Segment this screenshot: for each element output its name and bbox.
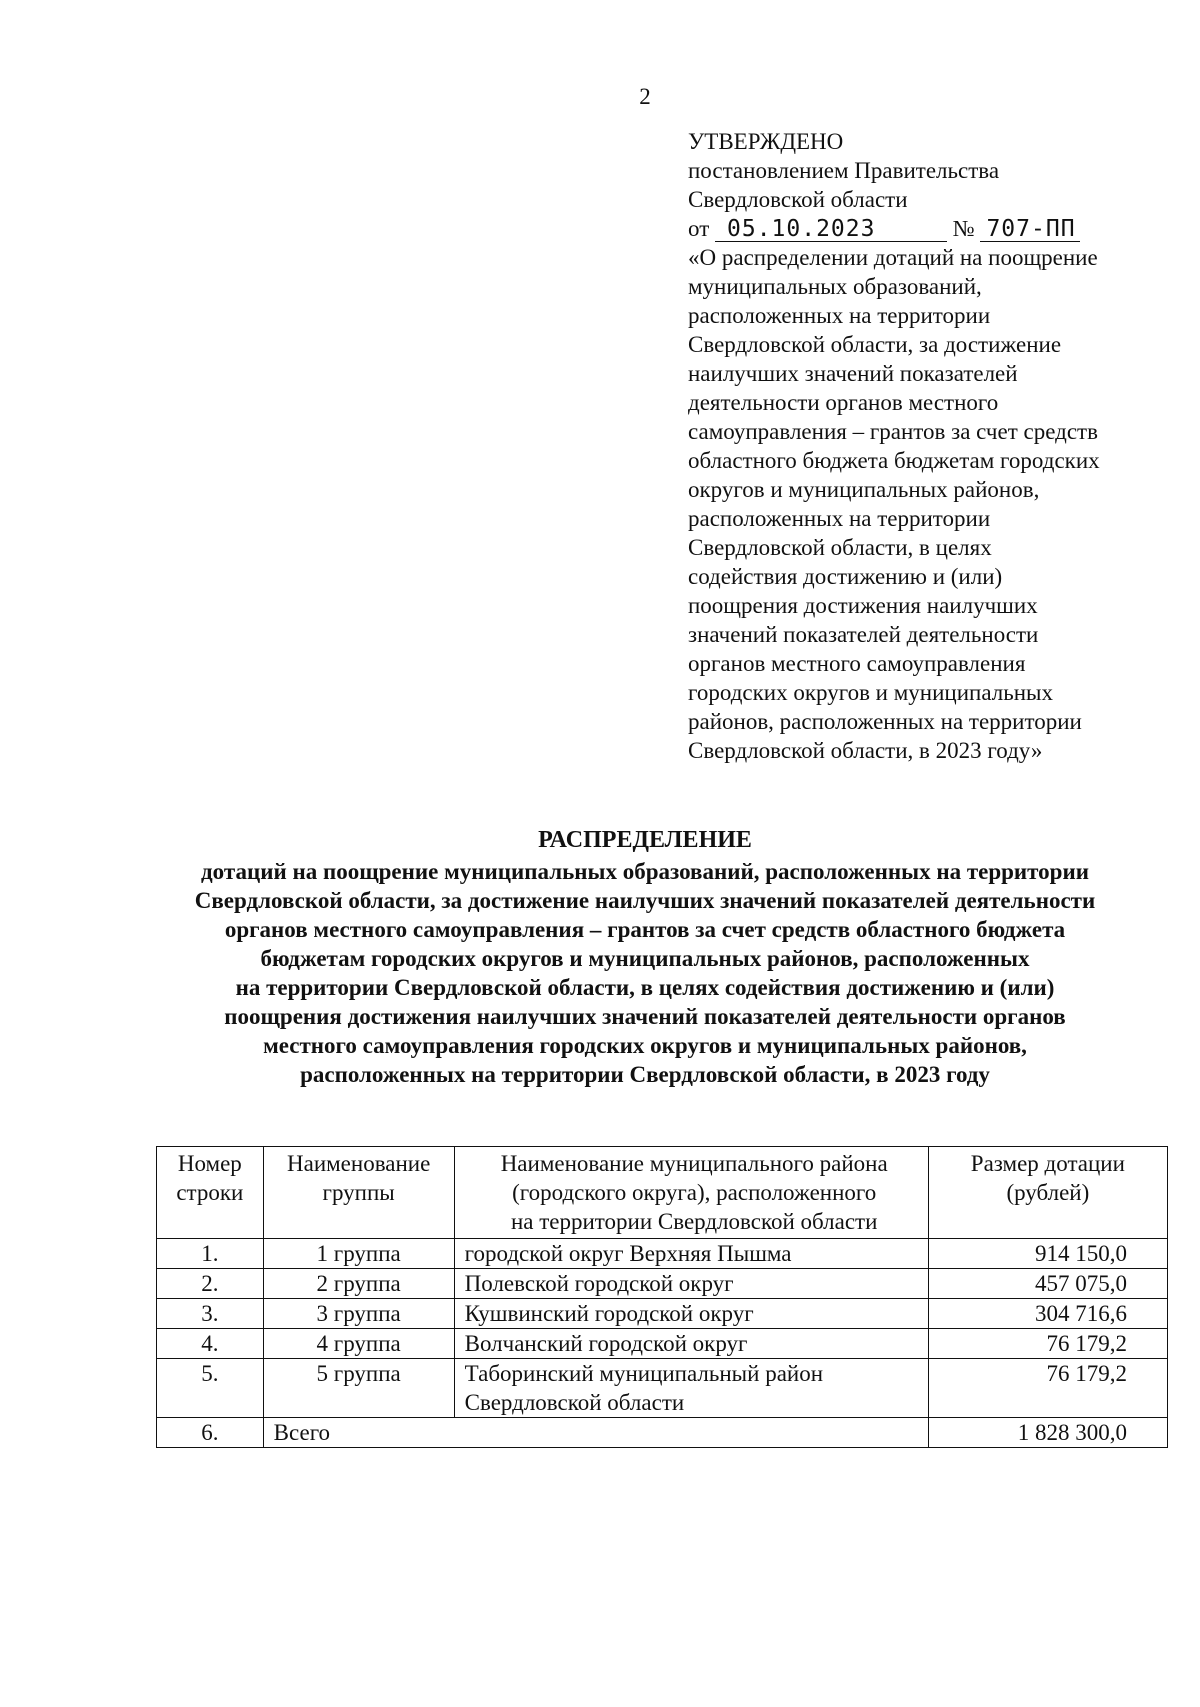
decree-title-line: расположенных на территории	[688, 506, 991, 531]
decree-title-line: Свердловской области, в 2023 году»	[688, 738, 1043, 763]
cell-row-number: 1.	[157, 1239, 264, 1269]
cell-row-number: 5.	[157, 1359, 264, 1418]
table-row	[157, 1359, 1168, 1418]
header-text: (рублей)	[1006, 1180, 1090, 1205]
decree-title-line: наилучших значений показателей	[688, 361, 1018, 386]
header-text: Наименование муниципального района	[500, 1151, 888, 1176]
cell-total-label: Всего	[263, 1418, 928, 1448]
approval-line: Свердловской области	[688, 187, 908, 212]
decree-title-line: районов, расположенных на территории	[688, 709, 1082, 734]
document-title-line: поощрения достижения наилучших значений показателей деятельности органов	[224, 1004, 1066, 1029]
decree-date: 05.10.2023	[715, 217, 947, 242]
table-row	[157, 1269, 1168, 1299]
document-title-line: бюджетам городских округов и муниципальных районов, расположенных	[260, 946, 1030, 971]
header-text: строки	[176, 1180, 244, 1205]
document-heading: РАСПРЕДЕЛЕНИЕ	[538, 827, 752, 853]
document-title	[0, 826, 1200, 1089]
number-prefix: №	[952, 216, 975, 241]
header-text: группы	[322, 1180, 395, 1205]
approval-heading: УТВЕРЖДЕНО	[688, 129, 844, 154]
decree-date-line	[688, 214, 1158, 243]
document-title-line: местного самоуправления городских округов и муниципальных районов,	[263, 1033, 1027, 1058]
page-number: 2	[639, 84, 651, 109]
cell-group: 1 группа	[263, 1239, 454, 1269]
cell-municipality: Волчанский городской округ	[454, 1329, 928, 1359]
municipality-line: Таборинский муниципальный район	[464, 1361, 824, 1386]
cell-municipality	[454, 1359, 928, 1418]
cell-group: 2 группа	[263, 1269, 454, 1299]
cell-group: 5 группа	[263, 1359, 454, 1418]
cell-amount: 76 179,2	[928, 1329, 1167, 1359]
approval-block	[688, 127, 1158, 765]
decree-title-line: областного бюджета бюджетам городских	[688, 448, 1100, 473]
header-municipality	[454, 1147, 928, 1239]
municipality-line: Свердловской области	[464, 1390, 685, 1415]
date-prefix: от	[688, 216, 710, 241]
table-total-row	[157, 1418, 1168, 1448]
cell-row-number: 3.	[157, 1299, 264, 1329]
decree-title-line: Свердловской области, за достижение	[688, 332, 1062, 357]
header-text: Размер дотации	[970, 1151, 1125, 1176]
decree-title-line: значений показателей деятельности	[688, 622, 1039, 647]
table-row	[157, 1299, 1168, 1329]
table-header-row	[157, 1147, 1168, 1239]
cell-row-number: 6.	[157, 1418, 264, 1448]
approval-line: постановлением Правительства	[688, 158, 1000, 183]
cell-amount: 304 716,6	[928, 1299, 1167, 1329]
cell-amount: 76 179,2	[928, 1359, 1167, 1418]
table-row	[157, 1329, 1168, 1359]
decree-title-line: муниципальных образований,	[688, 274, 982, 299]
cell-municipality: Полевской городской округ	[454, 1269, 928, 1299]
header-text: Наименование	[287, 1151, 431, 1176]
decree-title-line: расположенных на территории	[688, 303, 991, 328]
cell-municipality: Кушвинский городской округ	[454, 1299, 928, 1329]
document-title-line: дотаций на поощрение муниципальных образований, расположенных на территории	[201, 859, 1089, 884]
cell-amount: 457 075,0	[928, 1269, 1167, 1299]
header-text: (городского округа), расположенного	[512, 1180, 877, 1205]
decree-title-line: содействия достижению и (или)	[688, 564, 1003, 589]
decree-title-line: «О распределении дотаций на поощрение	[688, 245, 1098, 270]
document-title-line: расположенных на территории Свердловской области, в 2023 году	[300, 1062, 990, 1087]
header-amount	[928, 1147, 1167, 1239]
header-text: на территории Свердловской области	[510, 1209, 878, 1234]
cell-row-number: 2.	[157, 1269, 264, 1299]
cell-row-number: 4.	[157, 1329, 264, 1359]
decree-title-line: деятельности органов местного	[688, 390, 999, 415]
header-row-number	[157, 1147, 264, 1239]
distribution-table	[156, 1146, 1168, 1448]
document-title-line: органов местного самоуправления – грантов за счет средств областного бюджета	[224, 917, 1066, 942]
cell-total-amount: 1 828 300,0	[928, 1418, 1167, 1448]
decree-title-line: Свердловской области, в целях	[688, 535, 992, 560]
decree-number: 707-ПП	[980, 217, 1080, 242]
decree-title-line: городских округов и муниципальных	[688, 680, 1053, 705]
decree-title-line: округов и муниципальных районов,	[688, 477, 1040, 502]
cell-municipality: городской округ Верхняя Пышма	[454, 1239, 928, 1269]
header-text: Номер	[177, 1151, 242, 1176]
cell-amount: 914 150,0	[928, 1239, 1167, 1269]
decree-title-line: самоуправления – грантов за счет средств	[688, 419, 1098, 444]
decree-title-line: органов местного самоуправления	[688, 651, 1026, 676]
cell-group: 3 группа	[263, 1299, 454, 1329]
table-row	[157, 1239, 1168, 1269]
document-title-line: на территории Свердловской области, в целях содействия достижению и (или)	[235, 975, 1055, 1000]
decree-title-line: поощрения достижения наилучших	[688, 593, 1038, 618]
cell-group: 4 группа	[263, 1329, 454, 1359]
document-title-line: Свердловской области, за достижение наилучших значений показателей деятельности	[194, 888, 1096, 913]
header-group-name	[263, 1147, 454, 1239]
